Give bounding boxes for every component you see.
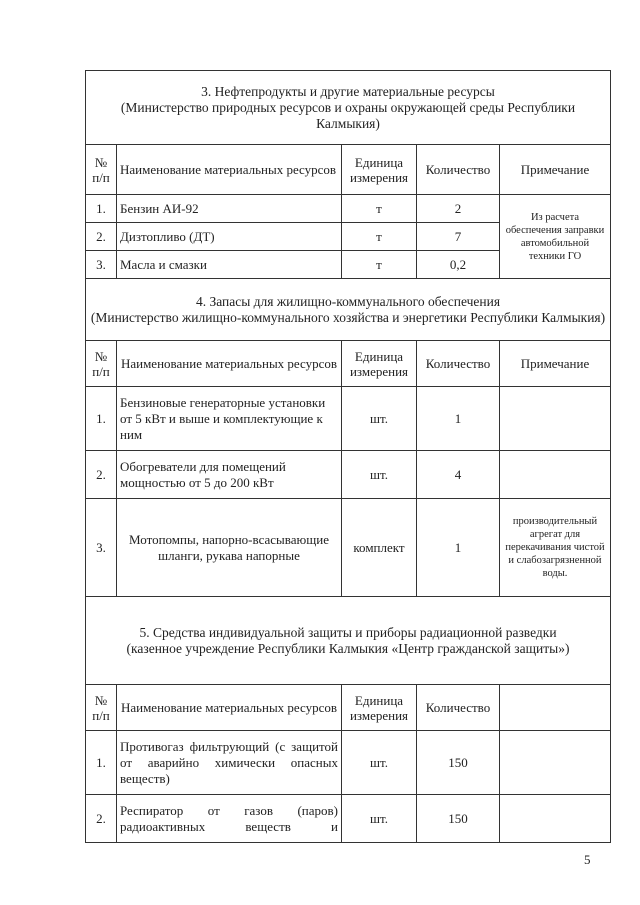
row-number: 1. — [86, 731, 117, 795]
row-name: Бензиновые генераторные установки от 5 кВт и выше и комплектующие к ним — [117, 387, 342, 451]
table-row — [86, 795, 611, 843]
section-3-title: 3. Нефтепродукты и другие материальные ресурсы — [201, 83, 495, 99]
row-name: Дизтопливо (ДТ) — [117, 223, 342, 251]
section-4-heading — [86, 279, 611, 341]
row-note — [500, 451, 611, 499]
row-number: 3. — [86, 251, 117, 279]
col-header-note: Примечание — [500, 341, 611, 387]
section-3-subtitle: (Министерство природных ресурсов и охраны окружающей среды Республики Калмыкия) — [120, 99, 576, 131]
row-note — [500, 795, 611, 843]
table-row — [86, 499, 611, 597]
table-row — [86, 731, 611, 795]
row-unit: т — [342, 223, 417, 251]
col-header-number: № п/п — [86, 341, 117, 387]
row-quantity: 150 — [417, 795, 500, 843]
row-unit: шт. — [342, 387, 417, 451]
row-number: 2. — [86, 795, 117, 843]
col-header-name: Наименование материальных ресурсов — [117, 341, 342, 387]
section-3-note: Из расчета обеспечения заправки автомобильной техники ГО — [500, 195, 611, 279]
resources-table — [85, 70, 611, 843]
row-note — [500, 731, 611, 795]
col-header-unit: Единица измерения — [342, 145, 417, 195]
col-header-note: Примечание — [500, 145, 611, 195]
page-number: 5 — [584, 852, 591, 867]
section-4-subtitle: (Министерство жилищно-коммунального хозяйства и энергетики Республики Калмыкия) — [90, 309, 606, 325]
section-3-header-row — [86, 145, 611, 195]
section-5-heading — [86, 597, 611, 685]
row-quantity: 2 — [417, 195, 500, 223]
col-header-quantity: Количество — [417, 145, 500, 195]
row-unit: шт. — [342, 731, 417, 795]
row-name: Мотопомпы, напорно-всасывающие шланги, рукава напорные — [117, 499, 342, 597]
section-5-header-row — [86, 685, 611, 731]
row-quantity: 1 — [417, 499, 500, 597]
row-number: 2. — [86, 223, 117, 251]
col-header-number: № п/п — [86, 685, 117, 731]
row-number: 2. — [86, 451, 117, 499]
row-name: Обогреватели для помещений мощностью от 5 до 200 кВт — [117, 451, 342, 499]
section-5-subtitle: (казенное учреждение Республики Калмыкия «Центр гражданской защиты») — [126, 640, 570, 656]
section-4-header-row — [86, 341, 611, 387]
col-header-name: Наименование материальных ресурсов — [117, 685, 342, 731]
row-quantity: 150 — [417, 731, 500, 795]
row-number: 1. — [86, 195, 117, 223]
row-name: Респиратор от газов (паров) радиоактивных веществ и — [117, 795, 342, 843]
col-header-note — [500, 685, 611, 731]
section-5-title: 5. Средства индивидуальной защиты и приборы радиационной разведки — [139, 624, 557, 640]
row-name: Противогаз фильтрующий (с защитой от аварийно химически опасных веществ) — [117, 731, 342, 795]
col-header-unit: Единица измерения — [342, 341, 417, 387]
section-4-title: 4. Запасы для жилищно-коммунального обеспечения — [195, 293, 501, 309]
row-unit: т — [342, 251, 417, 279]
row-unit: шт. — [342, 795, 417, 843]
row-quantity: 1 — [417, 387, 500, 451]
row-number: 1. — [86, 387, 117, 451]
row-name: Бензин АИ-92 — [117, 195, 342, 223]
col-header-name: Наименование материальных ресурсов — [117, 145, 342, 195]
table-row — [86, 387, 611, 451]
section-3-heading — [86, 71, 611, 145]
table-row — [86, 195, 611, 223]
row-number: 3. — [86, 499, 117, 597]
col-header-quantity: Количество — [417, 685, 500, 731]
row-unit: т — [342, 195, 417, 223]
row-unit: комплект — [342, 499, 417, 597]
row-note: производительный агрегат для перекачивания чистой и слабозагрязненной воды. — [500, 499, 611, 597]
table-row — [86, 451, 611, 499]
row-note — [500, 387, 611, 451]
row-quantity: 4 — [417, 451, 500, 499]
col-header-number: № п/п — [86, 145, 117, 195]
row-unit: шт. — [342, 451, 417, 499]
row-name: Масла и смазки — [117, 251, 342, 279]
col-header-quantity: Количество — [417, 341, 500, 387]
col-header-unit: Единица измерения — [342, 685, 417, 731]
row-quantity: 7 — [417, 223, 500, 251]
row-quantity: 0,2 — [417, 251, 500, 279]
